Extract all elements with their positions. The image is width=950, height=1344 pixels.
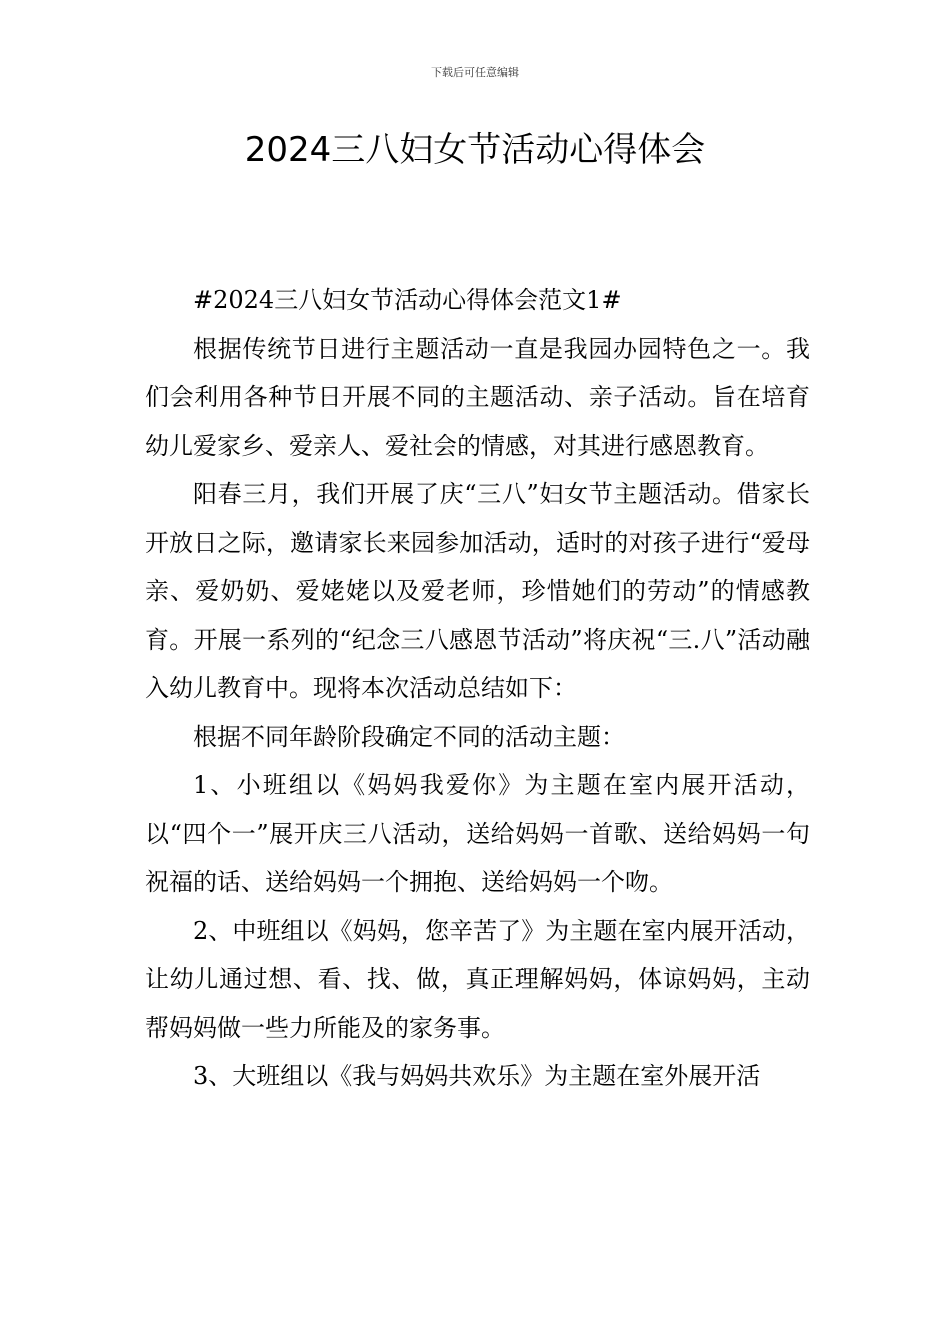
list-item: 3、大班组以《我与妈妈共欢乐》为主题在室外展开活: [193, 1062, 761, 1090]
paragraph: 根据传统节日进行主题活动一直是我园办园特色之一。我们会利用各种节日开展不同的主题活动、亲子活动。旨在培育幼儿爱家乡、爱亲人、爱社会的情感，对其进行感恩教育。: [145, 334, 810, 460]
list-item: 2、中班组以《妈妈，您辛苦了》为主题在室内展开活动，让幼儿通过想、看、找、做，真正理解妈妈，体谅妈妈，主动帮妈妈做一些力所能及的家务事。: [145, 916, 810, 1042]
document-body: [145, 276, 810, 1101]
page-header-note: 下载后可任意编辑: [431, 66, 519, 79]
list-item: 1、小班组以《妈妈我爱你》为主题在室内展开活动，以“四个一”展开庆三八活动，送给妈妈一首歌、送给妈妈一句祝福的话、送给妈妈一个拥抱、送给妈妈一个吻。: [145, 771, 810, 896]
section-heading: #2024三八妇女节活动心得体会范文1#: [193, 286, 622, 314]
document-title: 2024三八妇女节活动心得体会: [244, 130, 706, 170]
paragraph: 根据不同年龄阶段确定不同的活动主题：: [193, 722, 625, 751]
paragraph: 阳春三月，我们开展了庆“三八”妇女节主题活动。借家长开放日之际，邀请家长来园参加活动，适时的对孩子进行“爱母亲、爱奶奶、爱姥姥以及爱老师，珍惜她们的劳动”的情感教育。开展一系列的“纪念三八感恩节活动”将庆祝“三.八”活动融入幼儿教育中。现将本次活动总结如下：: [145, 480, 810, 702]
